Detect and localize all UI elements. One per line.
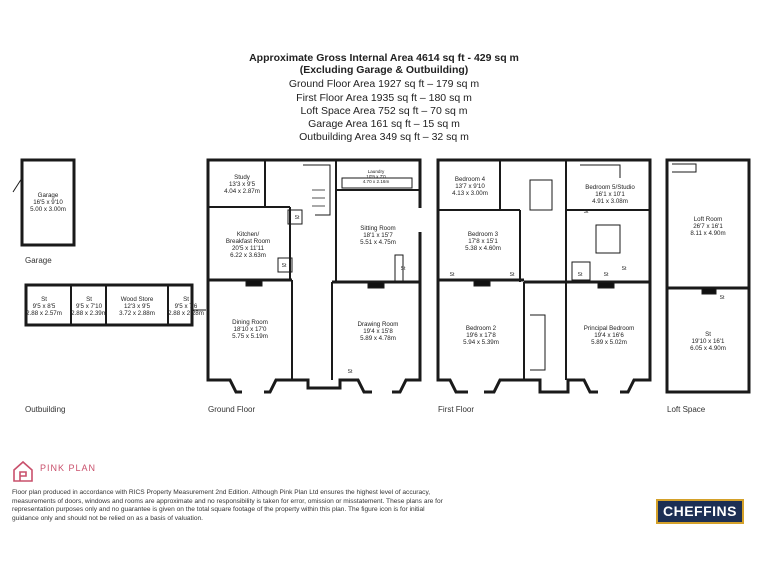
room-bedroom3-metric: 5.38 x 4.60m <box>465 245 501 252</box>
room-st3-imperial: 9'5 x 7'6 <box>174 303 198 310</box>
room-loft-st-imperial: 19'10 x 16'1 <box>691 338 725 345</box>
room-loft-st-metric: 6.05 x 4.90m <box>690 345 726 352</box>
small-st-label: St <box>347 369 353 375</box>
floor-label-ground: Ground Floor <box>208 405 256 414</box>
garage-area: Garage Area 161 sq ft – 15 sq m <box>308 118 460 130</box>
room-wood-store-name: Wood Store <box>120 296 154 303</box>
pink-plan-logo-icon <box>14 462 32 481</box>
room-bedroom4-metric: 4.13 x 3.00m <box>452 190 488 197</box>
floor-label-loft: Loft Space <box>667 405 706 414</box>
room-sitting-metric: 5.51 x 4.75m <box>360 239 396 246</box>
room-st1-metric: 2.88 x 2.57m <box>26 310 62 317</box>
loft-space-area: Loft Space Area 752 sq ft – 70 sq m <box>300 105 468 117</box>
room-bedroom3-imperial: 17'8 x 15'1 <box>468 238 498 245</box>
room-bedroom3-name: Bedroom 3 <box>467 231 499 238</box>
room-wood-store-imperial: 12'3 x 9'5 <box>123 303 151 310</box>
floor-label-first: First Floor <box>438 405 474 414</box>
room-garage-name: Garage <box>37 192 59 199</box>
room-bedroom4-name: Bedroom 4 <box>454 176 486 183</box>
small-st-label: St <box>449 272 455 278</box>
room-kitchen-name-1: Kitchen/ <box>236 231 260 238</box>
room-bedroom2-metric: 5.94 x 5.39m <box>463 339 499 346</box>
room-dining-name: Dining Room <box>232 319 268 326</box>
room-principal-metric: 5.89 x 5.02m <box>591 339 627 346</box>
room-drawing-name: Drawing Room <box>357 321 399 328</box>
room-laundry-metric: 4.70 x 2.16m <box>362 179 390 184</box>
room-kitchen-name-2: Breakfast Room <box>225 238 271 245</box>
room-garage-imperial: 16'5 x 9'10 <box>33 199 63 206</box>
small-st-label: St <box>509 272 515 278</box>
floor-label-outbuilding: Outbuilding <box>25 405 66 414</box>
small-st-label: St <box>294 215 300 221</box>
room-sitting-name: Sitting Room <box>360 225 396 232</box>
room-loft-name: Loft Room <box>693 216 723 223</box>
floor-label-garage: Garage <box>25 256 52 265</box>
small-st-label: St <box>281 263 287 269</box>
room-principal-name: Principal Bedroom <box>583 325 635 332</box>
room-dining-metric: 5.75 x 5.19m <box>232 333 268 340</box>
room-kitchen-metric: 6.22 x 3.63m <box>230 252 266 259</box>
room-laundry-imperial: 10'9 x 7'0 <box>366 174 386 179</box>
small-st-label: St <box>603 272 609 278</box>
room-st1-imperial: 9'5 x 8'5 <box>32 303 56 310</box>
small-st-label: St <box>583 209 589 215</box>
room-garage-metric: 5.00 x 3.00m <box>30 206 66 213</box>
room-wood-store-metric: 3.72 x 2.88m <box>119 310 155 317</box>
room-st2-imperial: 9'5 x 7'10 <box>75 303 103 310</box>
room-st2-metric: 2.88 x 2.39m <box>71 310 107 317</box>
room-bedroom5-name: Bedroom 5/Studio <box>585 184 635 191</box>
room-dining-imperial: 18'10 x 17'0 <box>233 326 267 333</box>
room-st3-name: St <box>183 296 189 303</box>
room-bedroom4-imperial: 13'7 x 9'10 <box>455 183 485 190</box>
room-study-metric: 4.04 x 2.87m <box>224 188 260 195</box>
room-principal-imperial: 19'4 x 16'6 <box>594 332 624 339</box>
room-laundry-name: Laundry <box>367 169 385 174</box>
room-drawing-imperial: 19'4 x 15'8 <box>363 328 393 335</box>
ground-floor-area: Ground Floor Area 1927 sq ft – 179 sq m <box>288 78 480 90</box>
gross-area-title: Approximate Gross Internal Area 4614 sq ft - 429 sq m <box>249 52 519 64</box>
room-st1-name: St <box>41 296 47 303</box>
room-kitchen-imperial: 20'5 x 11'11 <box>231 245 265 252</box>
small-st-label: St <box>621 266 627 272</box>
room-bedroom2-imperial: 19'6 x 17'8 <box>466 332 496 339</box>
room-sitting-imperial: 18'1 x 15'7 <box>363 232 393 239</box>
room-bedroom5-imperial: 16'1 x 10'1 <box>595 191 625 198</box>
outbuilding-area: Outbuilding Area 349 sq ft – 32 sq m <box>299 131 469 143</box>
room-study-imperial: 13'3 x 9'5 <box>228 181 256 188</box>
first-floor-area: First Floor Area 1935 sq ft – 180 sq m <box>296 92 472 104</box>
disclaimer-text: Floor plan produced in accordance with RICS Property Measurement 2nd Edition. Although Pink Plan Ltd ensures the highest level of accuracy, measurements of doors, windows and rooms are approximate and no responsibility is taken for error, omission or misstatement. These plans are for representation purposes only and no guarantee is given on the total square footage of the property within this plan. The figure icon is for initial guidance only and should not be relied on as a basis of valuation. <box>12 489 443 522</box>
small-st-label: St <box>577 272 583 278</box>
loft-outline <box>667 160 749 392</box>
room-loft-st-name: St <box>705 331 711 338</box>
excluding-note: (Excluding Garage & Outbuilding) <box>299 64 469 76</box>
room-loft-imperial: 26'7 x 16'1 <box>693 223 723 230</box>
room-loft-metric: 8.11 x 4.90m <box>690 230 726 237</box>
pink-plan-brand: PINK PLAN <box>40 463 97 473</box>
small-st-label: St <box>719 295 725 301</box>
small-st-label: St <box>400 266 406 272</box>
room-bedroom5-metric: 4.91 x 3.08m <box>592 198 628 205</box>
room-bedroom2-name: Bedroom 2 <box>465 325 497 332</box>
cheffins-logo: CHEFFINS <box>656 499 744 524</box>
room-drawing-metric: 5.89 x 4.78m <box>360 335 396 342</box>
room-st2-name: St <box>86 296 92 303</box>
room-study-name: Study <box>234 174 250 181</box>
room-st3-metric: 2.88 x 2.28m <box>168 310 204 317</box>
